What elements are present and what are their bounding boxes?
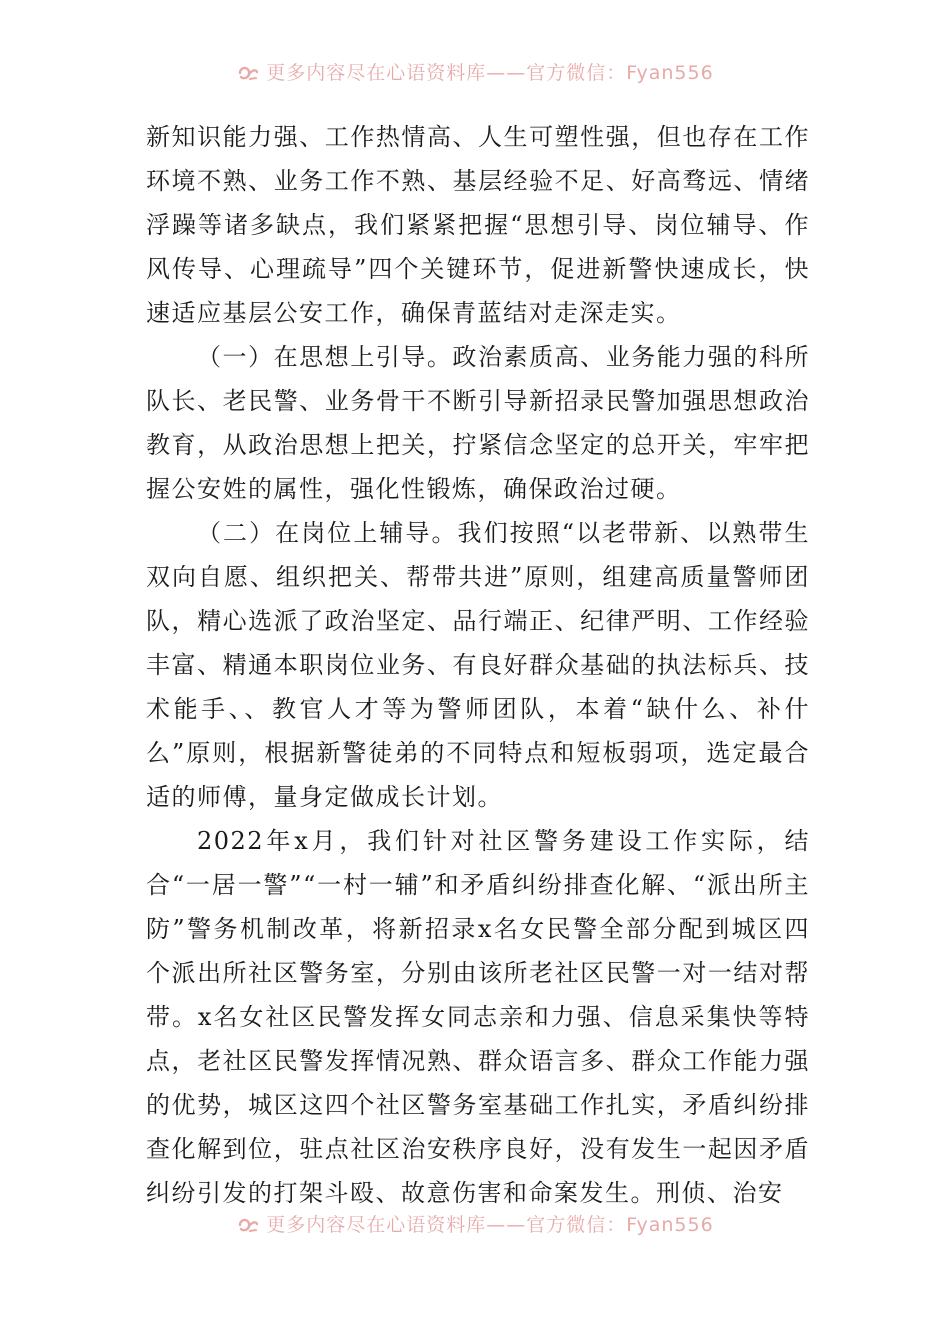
paragraph-example: 2022年x月，我们针对社区警务建设工作实际，结合“一居一警”“一村一辅”和矛盾纠纷排查化解、“派出所主防”警务机制改革，将新招录x名女民警全部分配到城区四个派出所社区警务室，分别由该所老社区民警一对一结对帮带。x名女社区民警发挥女同志亲和力强、信息采集快等特点，老社区民警发挥情况熟、群众语言多、群众工作能力强的优势，城区这四个社区警务室基础工作扎实，矛盾纠纷排查化解到位，驻点社区治安秩序良好，没有发生一起因矛盾纠纷引发的打架斗殴、故意伤害和命案发生。刑侦、治安 [146, 827, 810, 1207]
watermark-text: 更多内容尽在心语资料库——官方微信：Fyan556 [266, 1214, 714, 1236]
paragraph-section-one: （一）在思想上引导。政治素质高、业务能力强的科所队长、老民警、业务骨干不断引导新招录民警加强思想政治教育，从政治思想上把关，拧紧信念坚定的总开关，牢牢把握公安姓的属性，强化性锻炼，确保政治过硬。 [146, 343, 810, 503]
watermark-footer [0, 1210, 950, 1237]
document-body [146, 115, 810, 1215]
paragraph-continuation: 新知识能力强、工作热情高、人生可塑性强，但也存在工作环境不熟、业务工作不熟、基层经验不足、好高骛远、情绪浮躁等诸多缺点，我们紧紧把握“思想引导、岗位辅导、作风传导、心理疏导”四个关键环节，促进新警快速成长，快速适应基层公安工作，确保青蓝结对走深走实。 [146, 123, 810, 327]
watermark-header [0, 58, 950, 85]
paragraph-section-two: （二）在岗位上辅导。我们按照“以老带新、以熟带生双向自愿、组织把关、帮带共进”原则，组建高质量警师团队，精心选派了政治坚定、品行端正、纪律严明、工作经验丰富、精通本职岗位业务、有良好群众基础的执法标兵、技术能手、、教官人才等为警师团队，本着“缺什么、补什么”原则，根据新警徒弟的不同特点和短板弱项，选定最合适的师傅，量身定做成长计划。 [146, 519, 810, 811]
watermark-logo-icon [236, 64, 260, 82]
watermark-logo-icon [236, 1216, 260, 1234]
watermark-text: 更多内容尽在心语资料库——官方微信：Fyan556 [266, 62, 714, 84]
